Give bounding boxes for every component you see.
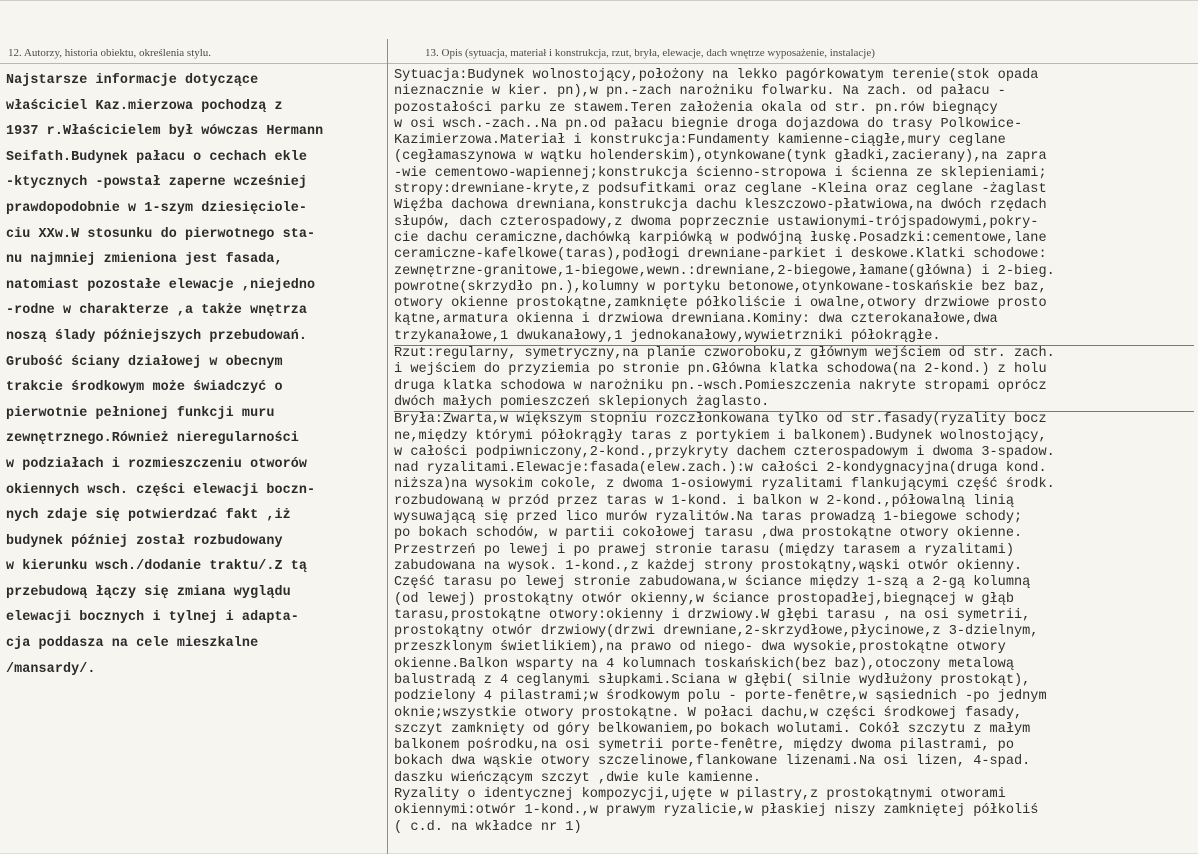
- text-line: trakcie środkowym może świadczyć o: [6, 380, 283, 396]
- text-line: Sytuacja:Budynek wolnostojący,położony na lekko pagórkowatym terenie(stok opada: [394, 68, 1039, 83]
- text-line: nych zdaje się potwierdzać fakt ,iż: [6, 508, 291, 524]
- right-column-header: 13. Opis (sytuacja, materiał i konstrukcja, rzut, bryła, elewacje, dach wnętrze wyposażenie, instalacje): [425, 47, 875, 59]
- text-line: tarasu,prostokątne otwory:okienny i drzwiowy.W głębi tarasu , na osi symetrii,: [394, 607, 1031, 623]
- text-line: -ktycznych -powstał zaperne wcześniej: [6, 175, 308, 191]
- text-line: nad ryzalitami.Elewacje:fasada(elew.zach.):w całości 2-kondygnacyjna(druga kond.: [394, 461, 1047, 477]
- text-line: otwory okienne prostokątne,zamknięte półkoliście i owalne,otwory drzwiowe prosto: [394, 296, 1047, 312]
- text-line: 1937 r.Właścicielem był wówczas Hermann: [6, 124, 324, 140]
- text-line: ceramiczne-kafelkowe(taras),podłogi drewniane-parkiet i deskowe.Klatki schodowe:: [394, 247, 1047, 263]
- text-line: cja poddasza na cele mieszkalne: [6, 636, 259, 652]
- text-line: i wejściem do przyziemia po stronie pn.Główna klatka schodowa(na 2-kond.) z holu: [394, 362, 1047, 378]
- text-line: wysuwającą się przed lico murów ryzalitów.Na taras prowadzą 1-biegowe schody;: [394, 510, 1023, 526]
- text-line: bokach dwa wąskie otwory szczelinowe,flankowane lizenami.Na osi lizen, 4-spad.: [394, 754, 1031, 770]
- text-line: natomiast pozostałe elewacje ,niejedno: [6, 277, 316, 293]
- text-line: (od lewej) prostokątny otwór okienny,w ściance prostopadłej,biegnącej w głąb: [394, 591, 1014, 607]
- text-line: -rodne w charakterze ,a także wnętrza: [6, 303, 308, 319]
- text-line: właściciel Kaz.mierzowa pochodzą z: [6, 98, 283, 114]
- text-line: stropy:drewniane-kryte,z podsufitkami oraz ceglane -Kleina oraz ceglane -żaglast: [394, 182, 1047, 198]
- text-line: balkonem pośrodku,na osi symetrii porte-fenêtre, między dwoma pilastrami, po: [394, 738, 1014, 754]
- text-line: okiennych wsch. części elewacji boczn-: [6, 482, 316, 498]
- text-line: Część tarasu po lewej stronie zabudowana,w ściance między 1-szą a 2-gą kolumną: [394, 575, 1031, 591]
- text-line: w osi wsch.-zach..Na pn.od pałacu biegnie droga dojazdowa do trasy Polkowice-: [394, 116, 1023, 132]
- text-line: w kierunku wsch./dodanie traktu/.Z tą: [6, 559, 308, 575]
- text-line: Najstarsze informacje dotyczące: [6, 73, 259, 88]
- text-line: Seifath.Budynek pałacu o cechach ekle: [6, 149, 308, 165]
- text-line: dwóch małych pomieszczeń sklepionych żaglasto.: [394, 394, 770, 410]
- left-column-header: 12. Autorzy, historia obiektu, określenia stylu.: [8, 47, 212, 59]
- text-line: budynek później został rozbudowany: [6, 533, 283, 549]
- text-line: zewnętrzne-granitowe,1-biegowe,wewn.:drewniane,2-biegowe,łamane(główna) i 2-bieg.: [394, 263, 1055, 279]
- text-line: przeszklonym świetlikiem),na prawo od niego- dwa wysokie,prostokątne otwory: [394, 640, 1006, 656]
- description-text-block: [394, 68, 1194, 836]
- text-line: balustradą z 4 ceglanymi słupkami.Ściana w głębi( silnie wydłużony prostokąt),: [394, 672, 1031, 688]
- text-line: Ryzality o identycznej kompozycji,ujęte w pilastry,z prostokątnymi otworami: [394, 787, 1006, 803]
- text-line: ne,między którymi półokrągły taras z portykiem i balkonem).Budynek wolnostojący,: [394, 428, 1047, 444]
- header-divider: [0, 63, 1198, 64]
- text-line: ciu XXw.W stosunku do pierwotnego sta-: [6, 226, 316, 242]
- text-line: przebudową łączy się zmiana wyglądu: [6, 584, 291, 600]
- text-line: Rzut:regularny, symetryczny,na planie czworoboku,z głównym wejściem od str. zach.: [394, 345, 1194, 362]
- text-line: druga klatka schodowa w narożniku pn.-wsch.Pomieszczenia nakryte stropami oprócz: [394, 378, 1047, 394]
- text-line: elewacji bocznych i tylnej i adapta-: [6, 610, 299, 626]
- text-line: słupów, dach czterospadowy,z dwoma poprzecznie ustawionymi-trójspadowymi,pokry-: [394, 214, 1039, 230]
- text-line: Grubość ściany działowej w obecnym: [6, 354, 283, 370]
- text-line: Przestrzeń po lewej i po prawej stronie tarasu (między tarasem a ryzalitami): [394, 542, 1014, 558]
- text-line: okiennymi:otwór 1-kond.,w prawym ryzalicie,w płaskiej niszy zamkniętej półkoliś: [394, 803, 1039, 819]
- text-line: nu najmniej zmieniona jest fasada,: [6, 252, 283, 268]
- text-line: nieznacznie w kier. pn),w pn.-zach narożniku folwarku. Na zach. od pałacu -: [394, 84, 1006, 100]
- text-line: (cegłamaszynowa w wątku holenderskim),otynkowane(tynk gładki,zacierany),na zapra: [394, 149, 1047, 165]
- text-line: prostokątny otwór drzwiowy(drzwi drewniane,2-skrzydłowe,płycinowe,z 3-dzielnym,: [394, 624, 1039, 640]
- text-line: noszą ślady późniejszych przebudowań.: [6, 328, 308, 344]
- text-line: trzykanałowe,1 dwukanałowy,1 jednokanałowy,wywietrzniki półokrągłe.: [394, 328, 941, 344]
- text-line: kątne,armatura okienna i drzwiowa drewniana.Kominy: dwa czterokanałowe,dwa: [394, 312, 998, 328]
- text-line: ( c.d. na wkładce nr 1): [394, 819, 582, 835]
- text-line: po bokach schodów, w partii cokołowej tarasu ,dwa prostokątne otwory okienne.: [394, 526, 1023, 542]
- text-line: zewnętrznego.Również nieregularności: [6, 431, 299, 447]
- history-text-block: [6, 68, 386, 682]
- text-line: okienne.Balkon wsparty na 4 kolumnach toskańskich(bez baz),otoczony metalową: [394, 656, 1014, 672]
- text-line: Kazimierzowa.Materiał i konstrukcja:Fundamenty kamienne-ciągłe,mury ceglane: [394, 133, 1006, 149]
- text-line: podzielony 4 pilastrami;w środkowym polu - porte-fenêtre,w sąsiednich -po jednym: [394, 689, 1047, 705]
- column-divider: [387, 39, 388, 854]
- text-line: cie dachu ceramiczne,dachówką karpiówką w podwójną łuskę.Posadzki:cementowe,lane: [394, 230, 1047, 246]
- text-line: szczyt zamknięty od góry belkowaniem,po bokach wolutami. Cokół szczytu z małym: [394, 721, 1031, 737]
- text-line: /mansardy/.: [6, 661, 96, 677]
- text-line: Bryła:Zwarta,w większym stopniu rozczłonkowana tylko od str.fasady(ryzality bocz: [394, 411, 1194, 428]
- text-line: prawdopodobnie w 1-szym dziesięciole-: [6, 200, 308, 216]
- text-line: w podziałach i rozmieszczeniu otworów: [6, 456, 308, 472]
- text-line: pierwotnie pełnionej funkcji muru: [6, 405, 275, 421]
- text-line: oknie;wszystkie otwory prostokątne. W połaci dachu,w części środkowej fasady,: [394, 705, 1023, 721]
- text-line: daszku wieńczącym szczyt ,dwie kule kamienne.: [394, 770, 762, 786]
- text-line: -wie cementowo-wapiennej;konstrukcja ścienno-stropowa i ścienna ze sklepieniami;: [394, 165, 1047, 181]
- text-line: powrotne(skrzydło pn.),kolumny w portyku betonowe,otynkowane-toskańskie bez baz,: [394, 279, 1047, 295]
- text-line: w całości podpiwniczony,2-kond.,przykryty dachem czterospadowym i dwoma 3-spadow.: [394, 444, 1055, 460]
- text-line: zabudowana na wysok. 1-kond.,z każdej strony prostokątny,wąski otwór okienny.: [394, 558, 1023, 574]
- text-line: Więźba dachowa drewniana,konstrukcja dachu kleszczowo-płatwiowa,na dwóch rzędach: [394, 198, 1047, 214]
- text-line: niższa)na wysokim cokole, z dwoma 1-osiowymi ryzalitami flankującymi część środk.: [394, 477, 1055, 493]
- text-line: pozostałości parku ze stawem.Teren założenia okala od str. pn.rów biegnący: [394, 100, 998, 116]
- text-line: rozbudowaną w przód przez taras w 1-kond. i balkon w 2-kond.,półowalną linią: [394, 493, 1014, 509]
